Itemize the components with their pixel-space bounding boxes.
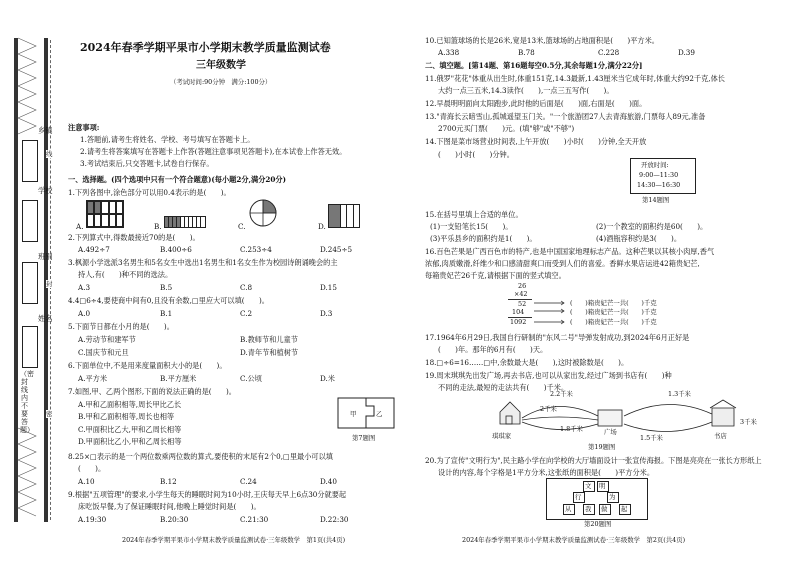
q5-option-b[interactable]: B.教师节和儿童节: [240, 335, 298, 344]
q7-option-a[interactable]: A.甲和乙面积相等,周长甲比乙长: [78, 400, 182, 409]
subject-title: 三年级数学: [196, 60, 246, 71]
q1-option-c[interactable]: C.: [238, 222, 246, 231]
q20-char-cell: 从: [563, 504, 575, 515]
q16-blank: ( )箱贵妃芒一共( )千克: [570, 318, 657, 326]
q16-blank: ( )箱贵妃芒一共( )千克: [570, 308, 657, 316]
q1-fig-d: [328, 204, 360, 228]
question-12: 12.早晨明明面向太阳跑步,此时他的后面是( )面,右面是( )面。: [425, 99, 647, 108]
question-18: 18.□÷6=16……□中,余数最大是( ),这时被除数是( )。: [425, 358, 629, 367]
q3-option-b[interactable]: B.5: [160, 283, 173, 292]
q1-fig-c: [248, 198, 278, 228]
q4-option-a[interactable]: A.0: [78, 309, 91, 318]
q7-option-d[interactable]: D.甲面积比乙小,甲和乙周长相等: [78, 437, 182, 446]
question-19-cont: 不同的走法,最短的走法共有( )千米。: [438, 383, 569, 392]
note-item: 2.请考生将答案填写在答题卡上作答(答题注意事项见答题卡),在本试卷上作答无效。: [80, 147, 347, 156]
q6-option-b[interactable]: B.平方厘米: [160, 374, 197, 383]
calc-multiplier: ×42: [514, 290, 528, 298]
question-15: 15.在括号里填上合适的单位。: [425, 210, 523, 219]
label-school: 学校: [38, 186, 53, 195]
question-3: 3.枫源小学选派3名男生和5名女生中选出1名男生和1名女生作为校园诗朗诵晚会的主: [68, 258, 338, 267]
note-item: 3.考试结束后,只交答题卡,试卷自行保存。: [80, 159, 214, 168]
question-20: 20.为了宣传"文明行为",民主路小学在向学校的大厅墙面设计一张宣传海报。下图是亮亮在一张长方形纸上: [425, 456, 762, 465]
q20-poster: [546, 478, 648, 520]
seal-mark-3: 密: [46, 410, 53, 418]
q2-option-a[interactable]: A.492÷7: [78, 245, 110, 254]
q9-option-a[interactable]: A.19:30: [78, 515, 107, 524]
q1-option-d[interactable]: D.: [318, 222, 326, 231]
question-7: 7.如图,甲、乙两个图形,下面的说法正确的是( )。: [68, 387, 236, 396]
q19-home-label: 琪琪家: [492, 432, 512, 440]
q14-hours-table: [630, 158, 696, 194]
section2-heading: 二、填空题。[第14题、第16题每空0.5分,其余每题1分,满分22分]: [425, 61, 643, 70]
calc-arrows: [534, 296, 574, 326]
q19-d6: 3千米: [740, 418, 757, 426]
question-1: 1.下列各图中,涂色部分可以用0.4表示的是( )。: [68, 188, 231, 197]
seal-note: （密封线内不要答题）: [20, 370, 34, 434]
section1-heading: 一、选择题。(四个选项中只有一个符合题意)(每小题2分,满分20分): [68, 175, 286, 184]
q9-option-c[interactable]: C.21:30: [240, 515, 269, 524]
q3-option-c[interactable]: C.8: [240, 283, 253, 292]
q15-item: (4)酒瓶容积约是3( )。: [596, 234, 682, 243]
exam-info: （考试时间:90分钟 满分:100分）: [170, 78, 272, 86]
question-9: 9.根据"五项管理"的要求,小学生每天的睡眠时间为10小时,王庆每天早上6点30分就要起: [68, 490, 347, 499]
question-16: 16.百色芒果是广西百色市的特产,也是中国国家地理标志产品。这种芒果以其核小肉厚,香气: [425, 247, 715, 256]
binding-strip: [0, 0, 62, 562]
q20-char-cell: 行: [573, 492, 585, 503]
notes-heading: 注意事项:: [68, 123, 100, 132]
township-input[interactable]: [22, 140, 38, 182]
q7-label-yi: 乙: [376, 410, 383, 418]
label-township: 乡镇: [38, 126, 53, 135]
calc-multiplicand: 26: [518, 282, 527, 290]
label-class: 班别: [38, 252, 53, 261]
q4-option-c[interactable]: C.2: [240, 309, 253, 318]
q16-blank: ( )箱贵妃芒一共( )千克: [570, 299, 657, 307]
q3-option-a[interactable]: A.3: [78, 283, 91, 292]
question-4: 4.4□6÷4,要使商中间有0,且没有余数,□里应大可以填( )。: [68, 296, 269, 305]
q14-table-title: 开放时间:: [641, 161, 669, 169]
q1-fig-a: [86, 200, 124, 228]
question-5: 5.下面节日都在小月的是( )。: [68, 322, 174, 331]
calc-product: 1092: [510, 318, 527, 326]
class-input[interactable]: [22, 262, 38, 304]
question-3-cont: 持人,有( )种不同的选法。: [78, 270, 173, 279]
q1-option-a[interactable]: A.: [76, 222, 84, 231]
q6-option-c[interactable]: C.公顷: [240, 374, 262, 383]
question-13-cont: 2700元买门票( )元。(填"够"或"不够"): [438, 124, 575, 133]
q2-option-c[interactable]: C.253÷4: [240, 245, 272, 254]
q19-d4: 1.8千米: [560, 425, 583, 433]
seal-mark-1: 线: [46, 150, 53, 158]
q10-option-a[interactable]: A.338: [438, 48, 460, 57]
q6-option-a[interactable]: A.平方米: [78, 374, 108, 383]
q20-caption: 第20题图: [584, 520, 612, 528]
question-8: 8.25×□表示的是一个两位数乘两位数的算式,要使积的末尾有2个0,□里最小可以填: [68, 452, 333, 461]
question-20-cont: 设计的内容,每个字格是1平方分米,这张纸的面积是( )平方分米。: [438, 468, 655, 477]
q8-option-b[interactable]: B.12: [160, 477, 177, 486]
q1-fig-b: [164, 216, 206, 228]
q20-char-cell: 做: [599, 504, 611, 515]
question-9-cont: 床吃饭早餐,为了保证睡眠时间,他晚上睡觉时间是( )。: [78, 502, 261, 511]
q19-caption: 第19题图: [588, 443, 616, 451]
q3-option-d[interactable]: D.15: [320, 283, 337, 292]
q10-option-d[interactable]: D.39: [678, 48, 695, 57]
q15-item: (1)一支铅笔长15( )。: [430, 222, 513, 231]
q7-caption: 第7题图: [352, 434, 376, 442]
q14-table-row: 14:30—16:30: [637, 181, 681, 189]
page-title: 2024年春季学期平果市小学期末教学质量监测试卷: [80, 41, 331, 54]
q4-option-b[interactable]: B.1: [160, 309, 173, 318]
name-input[interactable]: [22, 326, 38, 368]
q5-option-a[interactable]: A.劳动节和建军节: [78, 335, 136, 344]
q19-d3: 2千米: [540, 405, 557, 413]
question-16-cont: 每箱贵妃芒26千克,请根据下面的竖式填空。: [425, 271, 566, 280]
q8-option-a[interactable]: A.10: [78, 477, 95, 486]
q7-option-b[interactable]: B.甲和乙面积相等,周长也相等: [78, 412, 175, 421]
question-19: 19.周末琪琪先出发广场,再去书店,也可以从家出发,经过广场到书店有( )种: [425, 371, 672, 380]
question-17-cont: ( )年。那年的6月有( )天。: [438, 345, 548, 354]
q20-char-cell: 起: [619, 504, 631, 515]
question-8-cont: ( )。: [78, 464, 106, 473]
q14-caption: 第14题图: [642, 196, 670, 204]
footer-left: 2024年春季学期平果市小学期末教学质量监测试卷·三年级数学 第1页(共4页): [122, 536, 346, 544]
q4-option-d[interactable]: D.3: [320, 309, 333, 318]
q20-char-cell: 文: [583, 481, 595, 492]
q15-item: (2)一个教室的面积约是60( )。: [596, 222, 708, 231]
q19-plaza-label: 广场: [604, 428, 617, 436]
question-14: 14.下图是菜市场营业时间表,上午开放( )小时( )分钟,全天开放: [425, 137, 647, 146]
q9-option-d[interactable]: D.22:30: [320, 515, 349, 524]
q5-option-d[interactable]: D.青年节和植树节: [240, 348, 299, 357]
school-input[interactable]: [22, 200, 38, 242]
q15-item: (3)平乐县乡的面积约是1( )。: [430, 234, 537, 243]
q9-option-b[interactable]: B.20:30: [160, 515, 189, 524]
q10-option-c[interactable]: C.228: [598, 48, 620, 57]
q19-store-label: 书店: [714, 432, 727, 440]
question-11: 11.俄罗"花花"体重从出生时,体重151克,14.3最新,1.43厘米当它成年时,体重大约92千克,体长: [425, 74, 725, 83]
note-item: 1.答题前,请考生将姓名、学校、考号填写在答题卡上。: [80, 135, 255, 144]
question-16-cont: 浓郁,肉质嫩滑,纤维少和口感清甜爽口而受到人们的喜爱。香鲜水果店运进42箱贵妃芒,: [425, 259, 700, 268]
question-2: 2.下列算式中,得数最接近70的是( )。: [68, 233, 200, 242]
q20-char-cell: 明: [597, 481, 609, 492]
q6-option-d[interactable]: D.米: [320, 374, 335, 383]
q19-d2: 1.3千米: [668, 390, 691, 398]
footer-right: 2024年春季学期平果市小学期末教学质量监测试卷·三年级数学 第2页(共4页): [462, 536, 686, 544]
question-14-cont: ( )小时( )分钟。: [438, 150, 514, 159]
seal-mark-2: 封: [46, 280, 53, 288]
q19-d1: 2.2千米: [550, 390, 573, 398]
q7-option-c[interactable]: C.甲面积比乙大,甲和乙周长相等: [78, 425, 182, 434]
q19-d5: 1.5千米: [640, 434, 663, 442]
q10-option-b[interactable]: B.78: [518, 48, 535, 57]
calc-partial-2: 104: [512, 308, 525, 316]
q14-table-row: 9:00—11:30: [639, 171, 679, 179]
question-11-cont: 大约一点三五米,14.3读作( ),一点三五写作( )。: [438, 86, 614, 95]
q1-option-b[interactable]: B.: [154, 222, 162, 231]
q20-char-cell: 为: [607, 492, 619, 503]
q20-char-cell: 我: [583, 504, 595, 515]
q7-figure: [338, 398, 394, 428]
q7-label-jia: 甲: [350, 410, 357, 418]
q19-route-map: [498, 394, 778, 440]
question-10: 10.已知篮球场的长是26米,宽是13米,篮球场的占地面积是( )平方米。: [425, 36, 659, 45]
question-6: 6.下面单位中,不是用来度量面积大小的是( )。: [68, 361, 227, 370]
q2-option-b[interactable]: B.400÷6: [160, 245, 192, 254]
q5-option-c[interactable]: C.国庆节和元旦: [78, 348, 129, 357]
q8-option-c[interactable]: C.24: [240, 477, 257, 486]
question-17: 17.1964年6月29日,我国自行研制的"东风二号"导弹发射成功,到2024年6月正好是: [425, 333, 690, 342]
label-name: 姓名: [38, 314, 53, 323]
q8-option-d[interactable]: D.40: [320, 477, 337, 486]
question-13: 13."青海长云暗雪山,孤城遥望玉门关。"一个旅游团27人去青海旅游,门票每人89元,准备: [425, 112, 706, 121]
calc-partial-1: 52: [518, 300, 527, 308]
q2-option-d[interactable]: D.245÷5: [320, 245, 353, 254]
